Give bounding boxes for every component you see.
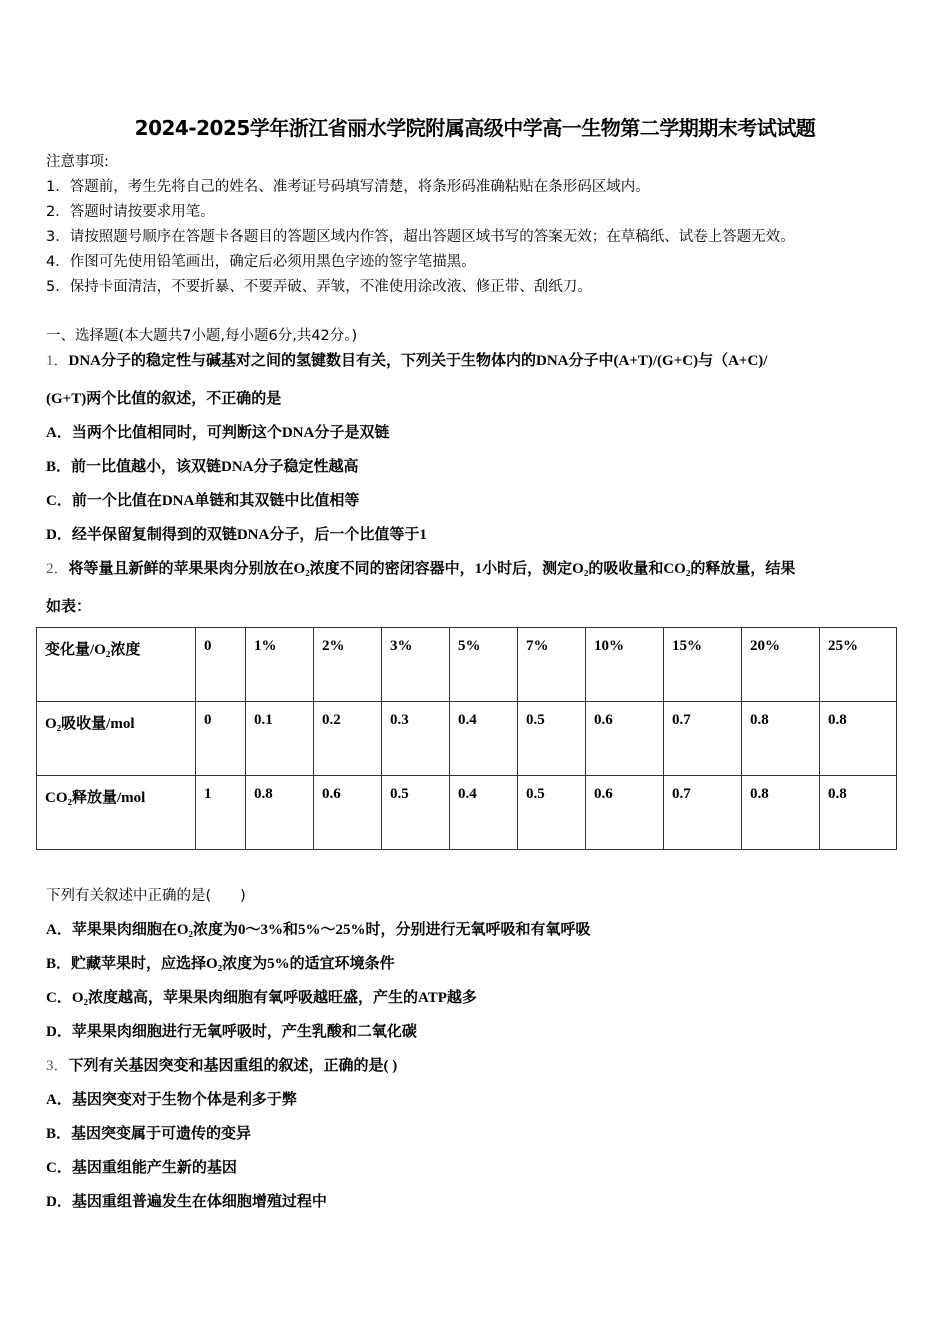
- table-cell: 0.8: [742, 776, 820, 850]
- question-number: 2．: [46, 561, 69, 577]
- page-title: 2024-2025学年浙江省丽水学院附属高级中学高一生物第二学期期末考试试题: [134, 116, 816, 140]
- table-cell: 1: [196, 776, 246, 850]
- question-3-stem: [46, 1056, 397, 1076]
- table-cell: 7%: [518, 628, 586, 702]
- table-cell: 0.2: [314, 702, 382, 776]
- notice-item: 2．答题时请按要求用笔。: [46, 204, 215, 220]
- table-cell: 0.4: [450, 702, 518, 776]
- table-cell: 5%: [450, 628, 518, 702]
- table-cell: O₂吸收量/mol: [37, 702, 196, 776]
- question-2-prompt: 下列有关叙述中正确的是( ): [46, 888, 246, 904]
- table-cell: 0.5: [518, 776, 586, 850]
- table-cell: 0.4: [450, 776, 518, 850]
- table-cell: 3%: [382, 628, 450, 702]
- table-cell: 2%: [314, 628, 382, 702]
- question-1-stem-cont: (G+T)两个比值的叙述，不正确的是: [46, 391, 282, 407]
- table-cell: 0.6: [314, 776, 382, 850]
- option-c: C．O₂浓度越高，苹果果肉细胞有氧呼吸越旺盛，产生的ATP越多: [46, 990, 477, 1006]
- table-cell: 20%: [742, 628, 820, 702]
- option-a: A．当两个比值相同时，可判断这个DNA分子是双链: [46, 425, 390, 441]
- table-header-row: [37, 628, 897, 702]
- section-heading: 一、选择题(本大题共7小题,每小题6分,共42分。): [46, 328, 358, 344]
- question-number: 3．: [46, 1058, 69, 1074]
- question-2-stem: [46, 559, 795, 579]
- table-cell: 0.6: [586, 776, 664, 850]
- option-c: C．基因重组能产生新的基因: [46, 1160, 237, 1176]
- question-stem-text: 下列有关基因突变和基因重组的叙述，正确的是( ): [68, 1058, 398, 1074]
- option-b: B．前一比值越小，该双链DNA分子稳定性越高: [46, 459, 359, 475]
- table-cell: 0.6: [586, 702, 664, 776]
- table-row: [37, 702, 897, 776]
- table-cell: 0.3: [382, 702, 450, 776]
- option-d: D．基因重组普遍发生在体细胞增殖过程中: [46, 1194, 327, 1210]
- option-d: D．经半保留复制得到的双链DNA分子，后一个比值等于1: [46, 527, 427, 543]
- option-b: B．贮藏苹果时，应选择O₂浓度为5%的适宜环境条件: [46, 956, 395, 972]
- table-cell: 0.7: [664, 776, 742, 850]
- table-cell: 0.8: [820, 702, 897, 776]
- question-number: 1．: [46, 353, 69, 369]
- option-d: D．苹果果肉细胞进行无氧呼吸时，产生乳酸和二氧化碳: [46, 1024, 417, 1040]
- notice-heading: 注意事项:: [46, 154, 109, 170]
- table-cell: CO₂释放量/mol: [37, 776, 196, 850]
- notice-item: 5．保持卡面清洁，不要折暴、不要弄破、弄皱，不准使用涂改液、修正带、刮纸刀。: [46, 279, 592, 295]
- notice-item: 3．请按照题号顺序在答题卡各题目的答题区域内作答，超出答题区域书写的答案无效；在草稿纸、试卷上答题无效。: [46, 229, 795, 245]
- table-cell: 0.5: [382, 776, 450, 850]
- question-2-stem-cont: 如表：: [46, 599, 92, 615]
- table-cell: 0.1: [246, 702, 314, 776]
- table-cell: 15%: [664, 628, 742, 702]
- table-cell: 0: [196, 702, 246, 776]
- table-cell: 0.5: [518, 702, 586, 776]
- notice-item: 1．答题前，考生先将自己的姓名、准考证号码填写清楚，将条形码准确粘贴在条形码区域内。: [46, 179, 650, 195]
- o2-data-table: [36, 627, 897, 850]
- notice-item: 4．作图可先使用铅笔画出，确定后必须用黑色字迹的签字笔描黑。: [46, 254, 476, 270]
- option-a: A．苹果果肉细胞在O₂浓度为0～3%和5%～25%时，分别进行无氧呼吸和有氧呼吸: [46, 922, 591, 938]
- option-b: B．基因突变属于可遗传的变异: [46, 1126, 252, 1142]
- option-c: C．前一个比值在DNA单链和其双链中比值相等: [46, 493, 360, 509]
- table-cell: 0.8: [742, 702, 820, 776]
- table-cell: 变化量/O₂浓度: [37, 628, 196, 702]
- option-a: A．基因突变对于生物个体是利多于弊: [46, 1092, 297, 1108]
- table-cell: 0.8: [820, 776, 897, 850]
- table-cell: 25%: [820, 628, 897, 702]
- question-1-stem: [46, 351, 767, 371]
- table-cell: 1%: [246, 628, 314, 702]
- table-cell: 0: [196, 628, 246, 702]
- question-stem-text: DNA分子的稳定性与碱基对之间的氢键数目有关，下列关于生物体内的DNA分子中(A+T)/(G+C)与（A+C)/: [68, 353, 768, 369]
- table-cell: 10%: [586, 628, 664, 702]
- table-cell: 0.8: [246, 776, 314, 850]
- table-cell: 0.7: [664, 702, 742, 776]
- table-row: [37, 776, 897, 850]
- question-stem-text: 将等量且新鲜的苹果果肉分别放在O₂浓度不同的密闭容器中，1小时后，测定O₂的吸收量和CO₂的释放量，结果: [68, 561, 796, 577]
